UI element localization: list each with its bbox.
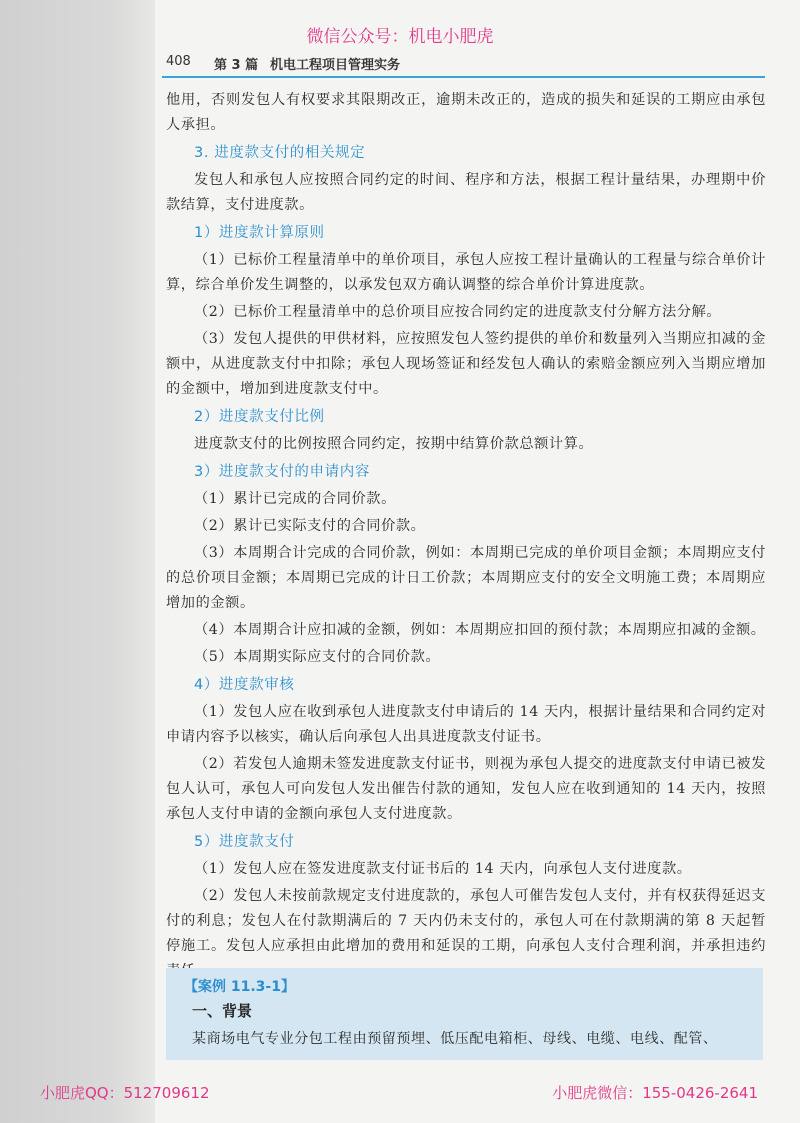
paragraph: （3）发包人提供的甲供材料，应按照发包人签约提供的单价和数量列入当期应扣减的金额中，从进度款支付中扣除；承包人现场签证和经发包人确认的索赔金额应列入当期应增加的金额中，增加到进度款支付中。	[166, 331, 766, 397]
subsection-heading: 3）进度款支付的申请内容	[194, 464, 370, 480]
paragraph: （1）发包人应在收到承包人进度款支付申请后的 14 天内，根据计量结果和合同约定对申请内容予以核实，确认后向承包人出具进度款支付证书。	[166, 704, 766, 745]
subsection-heading: 2）进度款支付比例	[194, 409, 325, 425]
paragraph: （1）发包人应在签发进度款支付证书后的 14 天内，向承包人支付进度款。	[194, 861, 692, 877]
case-heading: 一、背景	[192, 1002, 253, 1020]
case-box	[166, 968, 763, 1060]
paragraph: （2）若发包人逾期未签发进度款支付证书，则视为承包人提交的进度款支付申请已被发包人认可，承包人可向发包人发出催告付款的通知，发包人应在收到通知的 14 天内，按照承包人支付申请的金额向承包人支付进度款。	[166, 756, 766, 822]
paragraph: （1）已标价工程量清单中的单价项目，承包人应按工程计量确认的工程量与综合单价计算，综合单价发生调整的，以承发包双方确认调整的综合单价计算进度款。	[166, 252, 766, 293]
page-number: 408	[166, 54, 191, 69]
watermark-wechat: 小肥虎微信：155-0426-2641	[552, 1084, 758, 1102]
paragraph: 进度款支付的比例按照合同约定，按期中结算价款总额计算。	[194, 436, 594, 452]
section-heading: 3. 进度款支付的相关规定	[194, 145, 366, 161]
paragraph: （5）本周期实际应支付的合同价款。	[194, 649, 441, 665]
watermark-qq: 小肥虎QQ：512709612	[40, 1084, 210, 1102]
paragraph: （2）已标价工程量清单中的总价项目应按合同约定的进度款支付分解方法分解。	[194, 304, 722, 320]
paragraph: （4）本周期合计应扣减的金额，例如：本周期应扣回的预付款；本周期应扣减的金额。	[194, 622, 766, 638]
paragraph: （1）累计已完成的合同价款。	[194, 491, 396, 507]
subsection-heading: 4）进度款审核	[194, 677, 295, 693]
watermark-top: 微信公众号：机电小肥虎	[306, 27, 494, 47]
subsection-heading: 1）进度款计算原则	[194, 225, 325, 241]
part-title: 机电工程项目管理实务	[270, 58, 401, 73]
paragraph: （3）本周期合计完成的合同价款，例如：本周期已完成的单价项目金额；本周期应支付的总价项目金额；本周期已完成的计日工价款；本周期应支付的安全文明施工费；本周期应增加的金额。	[166, 545, 766, 611]
case-text: 某商场电气专业分包工程由预留预埋、低压配电箱柜、母线、电缆、电线、配管、	[192, 1031, 718, 1047]
part-label: 第 3 篇	[214, 58, 259, 73]
subsection-heading: 5）进度款支付	[194, 834, 295, 850]
paragraph: （2）累计已实际支付的合同价款。	[194, 518, 426, 534]
paragraph: 他用，否则发包人有权要求其限期改正，逾期未改正的，造成的损失和延误的工期应由承包人承担。	[166, 92, 766, 133]
paragraph: （2）发包人未按前款规定支付进度款的，承包人可催告发包人支付，并有权获得延迟支付的利息；发包人在付款期满后的 7 天内仍未支付的，承包人可在付款期满的第 8 天起暂停施工。发包人应承担由此增加的费用和延误的工期，向承包人支付合理利润，并承担违约	[166, 888, 766, 954]
body-text	[166, 88, 766, 986]
running-head	[162, 54, 762, 78]
paragraph: 发包人和承包人应按照合同约定的时间、程序和方法，根据工程计量结果，办理期中价款结算，支付进度款。	[166, 172, 766, 213]
header-rule	[162, 76, 765, 78]
case-label: 【案例 11.3-1】	[184, 979, 295, 995]
